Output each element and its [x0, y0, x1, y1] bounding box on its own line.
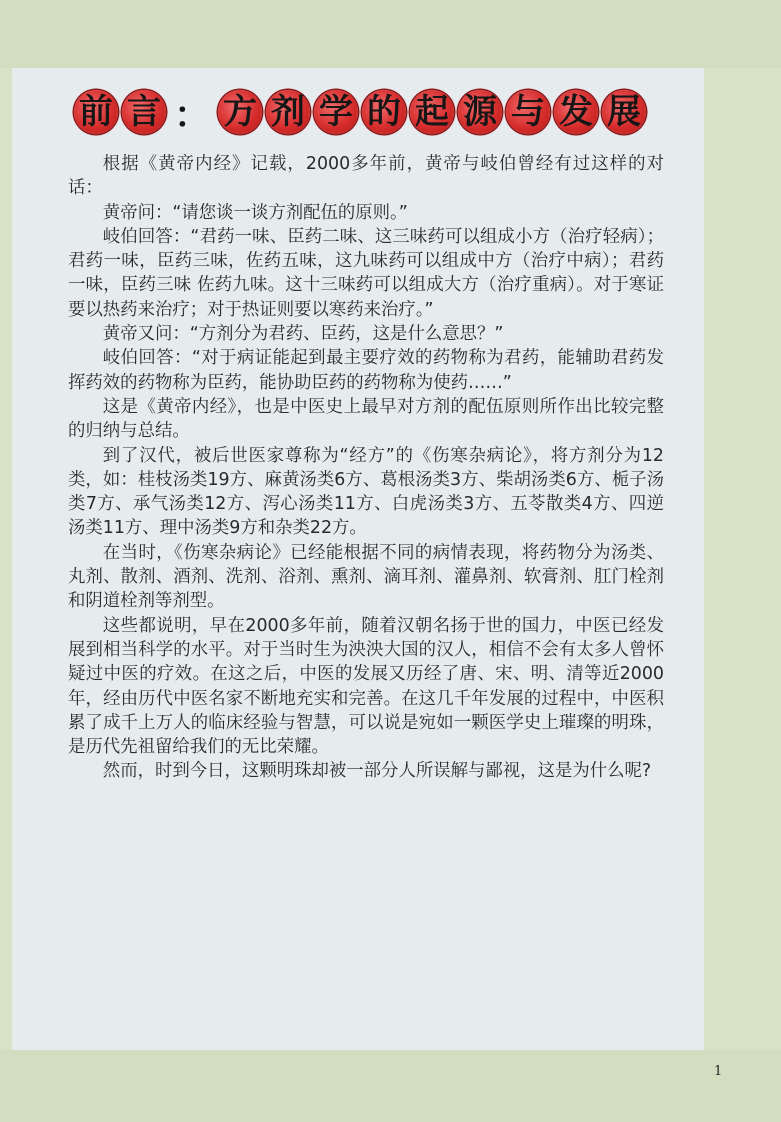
- title-char: 剂: [266, 90, 310, 134]
- title-char: 发: [554, 90, 598, 134]
- chapter-title: [74, 90, 650, 134]
- paragraph: 岐伯回答：“君药一味、臣药二味、这三味药可以组成小方（治疗轻病）；君药一味，臣药三味，佐药五味，这九味药可以组成中方（治疗中病）；君药一味，臣药三味 佐药九味。这十三味药可以组成大方（治疗重病）。对于寒证要以热药来治疗；对于热证则要以寒药来治疗。”: [68, 226, 664, 320]
- title-char: 言: [122, 90, 166, 134]
- title-char: 学: [314, 90, 358, 134]
- paragraph: 黄帝又问：“方剂分为君药、臣药，这是什么意思？”: [102, 324, 504, 345]
- paragraph: 黄帝问：“请您谈一谈方剂配伍的原则。”: [102, 202, 408, 223]
- title-char: 起: [410, 90, 454, 134]
- title-char: 与: [506, 90, 550, 134]
- text-panel: [12, 68, 704, 1050]
- paragraph: 岐伯回答：“对于病证能起到最主要疗效的药物称为君药，能辅助君药发挥药效的药物称为臣药，能协助臣药的药物称为使药……”: [68, 348, 664, 393]
- paragraph: 这些都说明，早在2000多年前，随着汉朝名扬于世的国力，中医已经发展到相当科学的水平。对于当时生为泱泱大国的汉人，相信不会有太多人曾怀疑过中医的疗效。在这之后，中医的发展又历经了唐、宋、明、清等近2000年，经由历代中医名家不断地充实和完善。在这几千年发展的过程中，中医积累了成千上万人的临床经验与智慧，可以说是宛如一颗医学史上璀璨的明珠，是历代先祖留给我们的无比荣耀。: [68, 615, 664, 758]
- title-colon: ：: [173, 93, 210, 136]
- paragraph: 这是《黄帝内经》，也是中医史上最早对方剂的配伍原则所作出比较完整的归纳与总结。: [68, 396, 664, 442]
- title-char: 方: [218, 90, 262, 134]
- title-char: 的: [362, 90, 406, 134]
- page-background-bottom: [0, 1050, 781, 1122]
- paragraph: 然而，时到今日，这颗明珠却被一部分人所误解与鄙视，这是为什么呢?: [102, 761, 652, 782]
- paragraph: 到了汉代，被后世医家尊称为“经方”的《伤寒杂病论》，将方剂分为12类，如：桂枝汤类19方、麻黄汤类6方、葛根汤类3方、柴胡汤类6方、栀子汤类7方、承气汤类12方、泻心汤类11方、白虎汤类3方、五苓散类4方、四逆汤类11方、理中汤类9方和杂类22方。: [68, 445, 664, 539]
- body-text: [68, 152, 664, 784]
- paragraph: 根据《黄帝内经》记载，2000多年前，黄帝与岐伯曾经有过这样的对话：: [68, 154, 664, 199]
- page-background-top: [0, 0, 781, 68]
- title-char: 展: [602, 90, 646, 134]
- page-number: 1: [714, 1064, 723, 1079]
- paragraph: 在当时，《伤寒杂病论》已经能根据不同的病情表现，将药物分为汤类、丸剂、散剂、酒剂、洗剂、浴剂、熏剂、滴耳剂、灌鼻剂、软膏剂、肛门栓剂和阴道栓剂等剂型。: [68, 542, 664, 612]
- title-char: 前: [74, 90, 118, 134]
- title-char: 源: [458, 90, 502, 134]
